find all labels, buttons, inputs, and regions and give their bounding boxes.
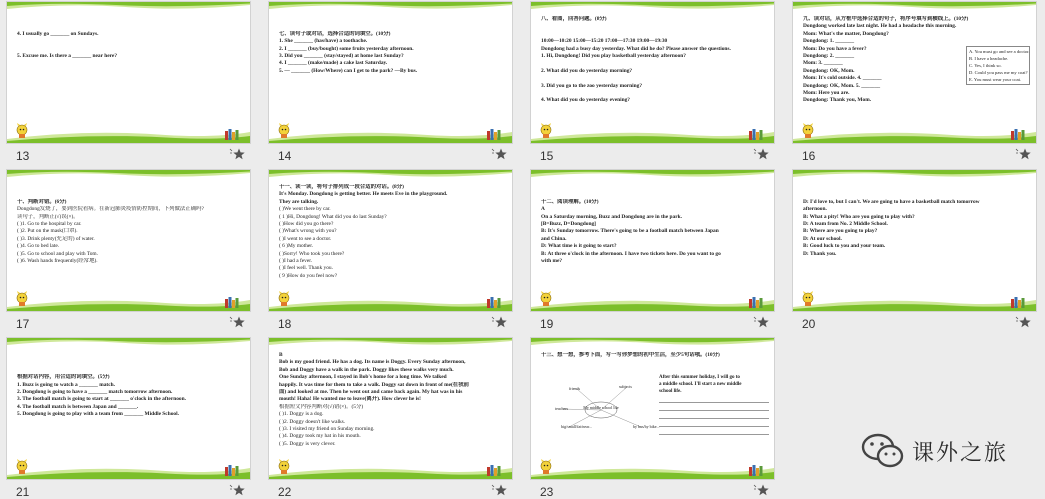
slide-transition-star-icon[interactable] [1015, 316, 1031, 329]
slide-thumbnail[interactable] [268, 169, 513, 329]
slide-transition-star-icon[interactable] [229, 148, 245, 161]
text-line: afternoon. [803, 206, 827, 213]
slide-text [279, 184, 504, 293]
option-item: A. You must go and see a doctor. [969, 49, 1030, 54]
bottom-green-band [793, 127, 1036, 143]
text-line: D: A team from No. 2 Middle School. [803, 221, 888, 228]
slide-text [279, 16, 504, 125]
text-line: 4. The football match is between Japan and _______. [17, 403, 139, 410]
top-green-band [269, 338, 512, 348]
text-line: ( )1. Doggy is a dog. [279, 411, 324, 418]
top-green-band [7, 170, 250, 180]
top-green-band [531, 338, 774, 348]
text-line [541, 31, 766, 38]
text-line [541, 90, 766, 97]
mind-map-center: My middle school life [583, 405, 619, 410]
text-line: ( )How did you go there? [279, 221, 334, 228]
text-line: 4. I _______ (make/made) a cake last Saturday. [279, 60, 388, 67]
books-icon [748, 129, 764, 140]
text-line: ( )3. Drink plenty(充足的) of water. [17, 235, 95, 242]
text-line [541, 191, 766, 198]
text-line: Dongdong worked late last night. He had a headache this morning. [803, 23, 957, 30]
text-line: One Sunday afternoon, I stayed in Bob's home for a long time. We talked [279, 374, 447, 381]
books-icon [486, 465, 502, 476]
text-line [541, 184, 766, 191]
slide-transition-star-icon[interactable] [753, 484, 769, 497]
slide-preview[interactable] [6, 169, 251, 312]
mind-map-node: friends [569, 386, 581, 391]
mascot-icon [801, 123, 815, 139]
text-line: 2. What did you do yesterday morning? [541, 67, 633, 74]
text-line [17, 352, 242, 359]
wechat-icon [860, 431, 906, 471]
top-green-band [793, 170, 1036, 180]
slide-preview[interactable] [268, 1, 513, 144]
slide-thumbnail[interactable] [530, 1, 775, 161]
text-line [803, 184, 1028, 191]
text-line: Dongdong: 1. _______ [803, 38, 855, 45]
slide-text [279, 352, 504, 461]
text-line: B: It's Sunday tomorrow. There's going to be a football match between Japan [541, 228, 719, 235]
text-line: ( )5. Doggy is very clever. [279, 440, 336, 447]
bottom-green-band [7, 127, 250, 143]
text-line: ( )3. I visited my friend on Sunday morning. [279, 426, 375, 433]
text-line: It's Monday. Dongdong is getting better. He meets Eve in the playground. [279, 191, 448, 198]
essay-text [659, 374, 769, 435]
text-line: 4. I usually go _______ on Sundays. [17, 30, 99, 37]
top-green-band [269, 2, 512, 12]
slide-transition-star-icon[interactable] [753, 316, 769, 329]
books-icon [224, 465, 240, 476]
mascot-icon [277, 291, 291, 307]
option-item: E. You must wear your coat. [969, 77, 1022, 82]
writing-line [659, 411, 769, 419]
options-box [966, 46, 1030, 85]
essay-line: a middle school. I'll start a new middle [659, 382, 742, 387]
writing-line [659, 403, 769, 411]
books-icon [224, 129, 240, 140]
books-icon [486, 129, 502, 140]
text-line: ( )1. Go to the hospital by car. [17, 221, 82, 228]
books-icon [224, 297, 240, 308]
text-line: 2. I _______ (buy/bought) some fruits yesterday afternoon. [279, 45, 414, 52]
slide-transition-star-icon[interactable] [491, 148, 507, 161]
slide-preview[interactable] [530, 169, 775, 312]
slide-thumbnail[interactable] [6, 1, 251, 161]
text-line: Bob is my good friend. He has a dog. Its name is Doggy. Every Sunday afternoon, [279, 359, 466, 366]
text-line: D: Thank you. [803, 250, 837, 257]
text-line: They are talking. [279, 198, 319, 205]
text-line: ( 9 )How do you feel now? [279, 272, 338, 279]
top-green-band [531, 2, 774, 12]
top-green-band [793, 2, 1036, 12]
text-line: Dongdong: Thank you, Mom. [803, 97, 872, 104]
bottom-green-band [7, 463, 250, 479]
text-line: B [279, 352, 283, 358]
text-line: 2. Dongdong is going to have a _______ match tomorrow afternoon. [17, 389, 173, 396]
mascot-icon [277, 123, 291, 139]
slide-number: 21 [16, 485, 30, 499]
slide-thumbnail[interactable] [268, 337, 513, 497]
text-line: and China. [541, 235, 567, 242]
mascot-icon [539, 291, 553, 307]
text-line: ( )We went there by car. [279, 206, 331, 213]
text-line: ( )Sorry! Who took you there? [279, 250, 345, 257]
writing-line [659, 427, 769, 435]
bottom-green-band [531, 127, 774, 143]
text-line: 5. — _______ (How/Where) can I get to the park? —By bus. [279, 67, 418, 74]
text-line: ( )I feel well. Thank you. [279, 265, 333, 272]
slide-number: 22 [278, 485, 292, 499]
text-line: ( )5. Go to school and play with Tom. [17, 250, 98, 257]
text-line: Dongdong发烧了，要到医院看病。在新冠肺炎疫情防控期间，下列做法正确吗? [17, 206, 204, 213]
text-line: Dongdong: OK, Mom. 5. _______ [803, 82, 881, 89]
bottom-green-band [531, 463, 774, 479]
text-line [803, 191, 1028, 198]
slide-text [541, 184, 766, 293]
mind-map-node: subjects [619, 384, 632, 389]
text-line: ( )6. Wash hands frequently(经常地). [17, 258, 98, 265]
slide-preview[interactable] [530, 1, 775, 144]
text-line: ( 6 )My mother. [279, 243, 314, 250]
slide-number: 19 [540, 317, 554, 331]
slide-thumbnail[interactable] [268, 1, 513, 161]
text-line: 十一、读一读，将句子排列成一段合适的对话。(8分) [279, 184, 404, 190]
writing-line [659, 419, 769, 427]
text-line: ( )I went to see a doctor. [279, 235, 332, 242]
top-green-band [531, 170, 774, 180]
slide-text [17, 16, 242, 125]
text-line: D: What time is it going to start? [541, 243, 617, 250]
bottom-green-band [531, 295, 774, 311]
text-line: A [541, 206, 545, 213]
text-line: ( )2. Put on the mask(口罩). [17, 228, 78, 235]
text-line: Dongdong: 2. _______ [803, 53, 855, 60]
text-line: B: Good luck to you and your team. [803, 243, 886, 250]
slide-number: 23 [540, 485, 554, 499]
slide-transition-star-icon[interactable] [229, 316, 245, 329]
essay-line: After this summer holiday, I will go to [659, 375, 740, 380]
books-icon [748, 465, 764, 476]
slide-preview[interactable] [6, 337, 251, 480]
slide-preview[interactable] [6, 1, 251, 144]
slide-thumbnail[interactable] [792, 169, 1037, 329]
text-line: 九、读对话，从方框中选择合适的句子，将序号填写到横线上。(10分) [803, 16, 969, 22]
bottom-green-band [269, 295, 512, 311]
text-line: 3. Did you go to the zoo yesterday morning? [541, 82, 643, 89]
slide-transition-star-icon[interactable] [491, 316, 507, 329]
text-line: B: Where are you going to play? [803, 228, 878, 235]
text-line [279, 16, 504, 23]
option-item: C. Yes, I think so. [969, 63, 1002, 68]
bottom-green-band [269, 463, 512, 479]
text-line [541, 60, 766, 67]
slide-text [17, 352, 242, 461]
slide-preview[interactable] [792, 1, 1037, 144]
text-line: 八、看图，回答问题。(8分) [541, 16, 607, 22]
text-line: 1. Buzz is going to watch a _______ match. [17, 381, 115, 388]
text-line [17, 38, 242, 45]
text-line: with me? [541, 258, 563, 265]
books-icon [1010, 129, 1026, 140]
text-line [17, 23, 242, 30]
text-line: 根据对话内容，用合适的词填空。(5分) [17, 374, 110, 381]
mascot-icon [15, 459, 29, 475]
slide-number: 17 [16, 317, 30, 331]
bottom-green-band [7, 295, 250, 311]
slide-preview[interactable] [792, 169, 1037, 312]
slide-thumbnail[interactable] [530, 169, 775, 329]
text-line: Mom: What's the matter, Dongdong? [803, 30, 889, 37]
text-line: 1. She _______ (has/have) a toothache. [279, 38, 368, 45]
mascot-icon [539, 123, 553, 139]
mascot-icon [801, 291, 815, 307]
text-line: 4. What did you do yesterday evening? [541, 97, 631, 104]
text-line: ( )2. Doggy doesn't like walks. [279, 418, 346, 425]
text-line: ( )What's wrong with you? [279, 228, 337, 235]
slide-text [17, 184, 242, 293]
text-line: ( )4. Doggy took my hat in his mouth. [279, 433, 361, 440]
text-line: 1. Hi, Dongdong! Did you play basketball yesterday afternoon? [541, 53, 686, 60]
text-line: D: I'd love to, but I can't. We are going to have a basketball match tomorrow [803, 198, 980, 205]
slide-transition-star-icon[interactable] [229, 484, 245, 497]
writing-line [659, 395, 769, 403]
slide-number: 20 [802, 317, 816, 331]
mascot-icon [277, 459, 291, 475]
text-line: ( )4. Go to bed late. [17, 243, 60, 250]
text-line: On a Saturday morning, Buzz and Dongdong are in the park. [541, 213, 682, 220]
slide-transition-star-icon[interactable] [1015, 148, 1031, 161]
text-line: Dongdong had a busy day yesterday. What did he do? Please answer the questions. [541, 45, 731, 52]
slide-transition-star-icon[interactable] [753, 148, 769, 161]
text-line: ( )I had a fever. [279, 258, 313, 265]
text-line [17, 191, 242, 198]
text-line: B: What a pity! Who are you going to play with? [803, 213, 915, 220]
text-line: 十二、阅读理解。(10分) [541, 198, 599, 205]
mind-map-node: teachers [555, 406, 569, 411]
slide-preview[interactable] [268, 169, 513, 312]
text-line: Mom: It's cold outside. 4. _______ [803, 75, 882, 82]
slide-thumbnail[interactable] [530, 337, 775, 497]
mascot-icon [15, 123, 29, 139]
slide-text [803, 184, 1028, 293]
text-line: 3. The football match is going to start at _______ o'clock in the afternoon. [17, 396, 186, 403]
books-icon [1010, 297, 1026, 308]
text-line: ( 1 )Hi, Dongdong! What did you do last Sunday? [279, 213, 387, 220]
mind-map [541, 378, 661, 448]
text-line: 5. Excuse me. Is there a _______ near here? [17, 53, 118, 60]
text-line: 5. Dongdong is going to play with a team from _______ Middle School. [17, 411, 179, 418]
slide-number: 15 [540, 149, 554, 163]
bottom-green-band [793, 295, 1036, 311]
top-green-band [269, 170, 512, 180]
mind-map-node: big/small/fat/near... [561, 424, 592, 429]
slide-number: 16 [802, 149, 816, 163]
essay-line: school life. [659, 389, 682, 394]
text-line: 十、判断对错。(6分) [17, 198, 67, 205]
slide-thumbnail[interactable] [792, 1, 1037, 161]
books-icon [748, 297, 764, 308]
slide-number: 13 [16, 149, 30, 163]
text-line: Bob and Doggy have a walk in the park. Doggy likes these walks very much. [279, 366, 454, 373]
slide-thumbnail[interactable] [6, 169, 251, 329]
text-line: B: At three o'clock in the afternoon. I have two tickets here. Do you want to go [541, 250, 721, 257]
slide-number: 18 [278, 317, 292, 331]
text-line [279, 23, 504, 30]
text-line: 十三、想一想，参考下面，写一写你梦想的初中生活，至少5句话哦。(10分) [541, 352, 720, 358]
text-line [17, 367, 242, 374]
text-line: 面) and looked at me. Then he went out and came back again. My hat was in his [279, 389, 463, 396]
mascot-icon [539, 459, 553, 475]
text-line: [B=Buzz, D=Dongdong] [541, 221, 596, 228]
option-item: D. Could you pass me my coat? [969, 70, 1028, 75]
text-line [17, 359, 242, 366]
text-line [541, 75, 766, 82]
text-line: 读句子，判断正(√)误(×)。 [17, 213, 79, 220]
text-line: Dongdong: OK, Mom. [803, 67, 855, 74]
watermark-text: 课外之旅 [912, 441, 1009, 466]
text-line: 10:00—10:20 15:00—15:20 17:00—17:30 19:00—19:30 [541, 38, 668, 45]
text-line: Mom: 3. _______ [803, 60, 843, 67]
mind-map-node: by bus/by bike... [633, 424, 660, 429]
text-line: 七、读句子或对话，选择合适的词填空。(10分) [279, 30, 391, 37]
slide-thumbnail[interactable] [6, 337, 251, 497]
watermark [858, 428, 1038, 474]
slide-number: 14 [278, 149, 292, 163]
text-line: 根据短文内容判断对(√)错(×)。(5分) [279, 403, 364, 410]
slide-preview[interactable] [268, 337, 513, 480]
books-icon [486, 297, 502, 308]
text-line: happily. It was time for them to take a walk. Doggy sat down in front of me(在我前 [279, 381, 469, 388]
slide-text [541, 16, 766, 125]
text-line: Mom: Do you have a fever? [803, 45, 867, 52]
text-line: Mom: Here you are. [803, 90, 850, 97]
bottom-green-band [269, 127, 512, 143]
text-line [17, 16, 242, 23]
text-line [17, 184, 242, 191]
top-green-band [7, 338, 250, 348]
text-line: 3. Did you _______ (stay/stayed) at home last Sunday? [279, 53, 404, 60]
slide-transition-star-icon[interactable] [491, 484, 507, 497]
option-item: B. I have a headache. [969, 56, 1009, 61]
top-green-band [7, 2, 250, 12]
mascot-icon [15, 291, 29, 307]
text-line [541, 23, 766, 30]
text-line [17, 46, 242, 53]
text-line: D: At our school. [803, 235, 842, 242]
slide-preview[interactable] [530, 337, 775, 480]
text-line: mouth! Haha! He wanted me to leave(离开). How clever he is! [279, 396, 421, 403]
